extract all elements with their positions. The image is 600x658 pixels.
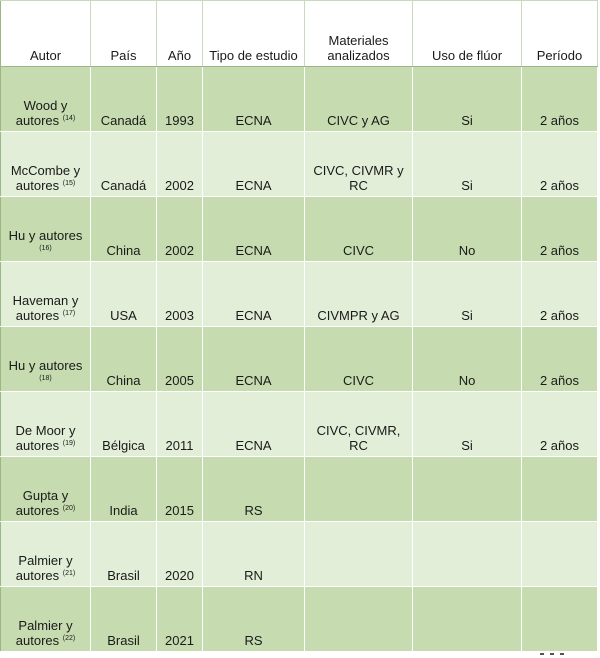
cell-anio: 2005: [157, 327, 203, 392]
cell-autor: [1, 197, 91, 262]
cell-autor: [1, 327, 91, 392]
reference-number: (17): [62, 310, 76, 317]
header-autor: Autor: [1, 1, 91, 67]
reference-number: (14): [62, 115, 76, 122]
cell-autor: [1, 392, 91, 457]
author-name: Hu y autores: [8, 228, 83, 243]
cell-autor: [1, 522, 91, 587]
cell-anio: 2011: [157, 392, 203, 457]
cell-fluor: Si: [413, 262, 522, 327]
cell-anio: 2015: [157, 457, 203, 522]
author-name: Gupta y autores: [15, 488, 69, 518]
cell-pais: China: [91, 197, 157, 262]
cell-anio: 2020: [157, 522, 203, 587]
cell-autor: [1, 67, 91, 132]
cell-tipo: ECNA: [203, 262, 305, 327]
reference-number: (15): [62, 180, 76, 187]
cell-fluor: Si: [413, 67, 522, 132]
cell-periodo: 2 años: [522, 262, 598, 327]
table-row: [1, 197, 598, 262]
cell-materiales: CIVC: [305, 327, 413, 392]
author-name: Wood y autores: [15, 98, 68, 128]
author-name: Haveman y autores: [12, 293, 79, 323]
cell-anio: 1993: [157, 67, 203, 132]
cell-pais: China: [91, 327, 157, 392]
cell-pais: Brasil: [91, 522, 157, 587]
table-body: [1, 67, 598, 652]
cell-autor: [1, 457, 91, 522]
cell-pais: India: [91, 457, 157, 522]
cell-periodo: 2 años: [522, 197, 598, 262]
header-anio: Año: [157, 1, 203, 67]
cell-periodo: 2 años: [522, 392, 598, 457]
header-fluor: Uso de flúor: [413, 1, 522, 67]
cell-materiales: CIVC: [305, 197, 413, 262]
author-name: Palmier y autores: [15, 553, 73, 583]
table-row: [1, 132, 598, 197]
cell-materiales: CIVC, CIVMR, RC: [305, 392, 413, 457]
cell-fluor: [413, 457, 522, 522]
cell-tipo: ECNA: [203, 392, 305, 457]
cell-fluor: Si: [413, 132, 522, 197]
cell-periodo: 2 años: [522, 67, 598, 132]
cell-materiales: [305, 522, 413, 587]
author-name: De Moor y autores: [15, 423, 76, 453]
cell-materiales: [305, 457, 413, 522]
cell-autor: [1, 132, 91, 197]
cell-pais: USA: [91, 262, 157, 327]
author-name: Hu y autores: [8, 358, 83, 373]
cell-autor: [1, 587, 91, 652]
cell-anio: 2002: [157, 132, 203, 197]
cell-periodo: 2 años: [522, 327, 598, 392]
cell-pais: Brasil: [91, 587, 157, 652]
cell-materiales: CIVC, CIVMR y RC: [305, 132, 413, 197]
header-row: [1, 1, 598, 67]
header-tipo: Tipo de estudio: [203, 1, 305, 67]
cell-periodo: 2 años: [522, 132, 598, 197]
header-periodo: Período: [522, 1, 598, 67]
reference-number: (20): [62, 505, 76, 512]
cell-autor: [1, 262, 91, 327]
cell-tipo: RS: [203, 587, 305, 652]
table-row: [1, 587, 598, 652]
cell-fluor: [413, 587, 522, 652]
cell-materiales: CIVC y AG: [305, 67, 413, 132]
table-row: [1, 392, 598, 457]
table-row: [1, 327, 598, 392]
cell-tipo: RS: [203, 457, 305, 522]
cell-tipo: RN: [203, 522, 305, 587]
cell-periodo: [522, 587, 598, 652]
reference-number: (16): [39, 245, 52, 252]
cell-periodo: [522, 522, 598, 587]
author-name: Palmier y autores: [15, 618, 73, 648]
table-row: [1, 262, 598, 327]
header-pais: País: [91, 1, 157, 67]
reference-number: (19): [62, 440, 76, 447]
cell-materiales: [305, 587, 413, 652]
cell-tipo: ECNA: [203, 197, 305, 262]
cell-anio: 2003: [157, 262, 203, 327]
cell-fluor: No: [413, 327, 522, 392]
cell-anio: 2002: [157, 197, 203, 262]
table-row: [1, 67, 598, 132]
reference-number: (22): [62, 635, 76, 642]
table-row: [1, 457, 598, 522]
cell-fluor: [413, 522, 522, 587]
reference-number: (21): [62, 570, 76, 577]
cell-tipo: ECNA: [203, 67, 305, 132]
reference-number: (18): [39, 375, 52, 382]
cell-periodo: [522, 457, 598, 522]
cell-fluor: No: [413, 197, 522, 262]
author-name: McCombe y autores: [10, 163, 81, 193]
cell-tipo: ECNA: [203, 327, 305, 392]
cell-fluor: Si: [413, 392, 522, 457]
table-row: [1, 522, 598, 587]
cell-pais: Canadá: [91, 67, 157, 132]
cell-pais: Canadá: [91, 132, 157, 197]
cell-anio: 2021: [157, 587, 203, 652]
header-materiales: Materiales analizados: [305, 1, 413, 67]
cell-pais: Bélgica: [91, 392, 157, 457]
cell-materiales: CIVMPR y AG: [305, 262, 413, 327]
cell-tipo: ECNA: [203, 132, 305, 197]
page-footer-mark: [540, 643, 580, 649]
